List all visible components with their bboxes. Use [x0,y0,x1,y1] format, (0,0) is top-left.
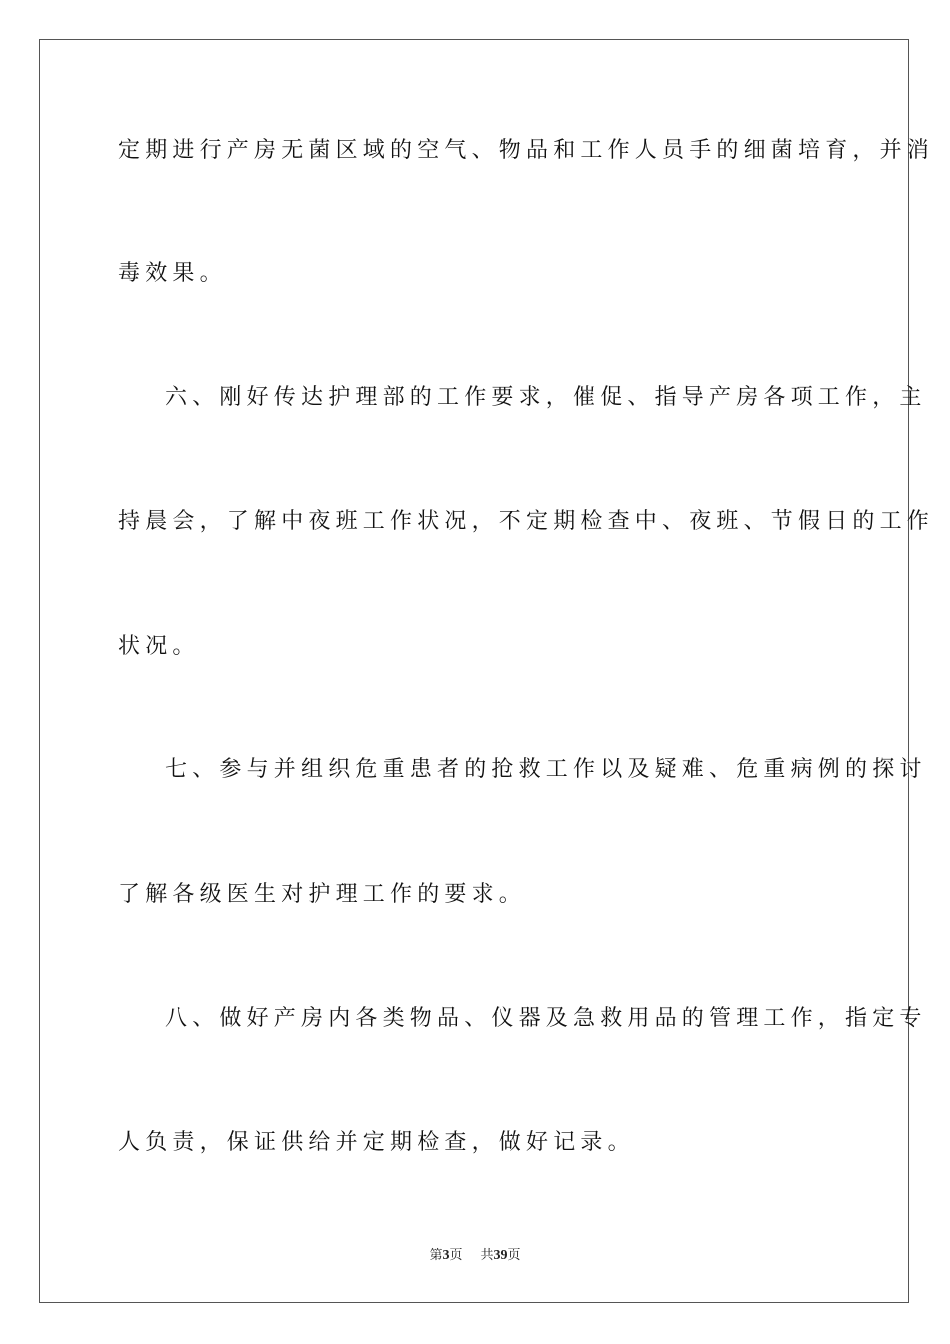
body-line-7: 了解各级医生对护理工作的要求。 [118,882,527,907]
total-prefix: 共 [480,1248,494,1263]
body-line-2: 毒效果。 [118,261,227,286]
body-line-8: 八、做好产房内各类物品、仪器及急救用品的管理工作，指定专 [165,1006,927,1031]
body-line-9: 人负责，保证供给并定期检查，做好记录。 [118,1130,635,1155]
body-line-1: 定期进行产房无菌区域的空气、物品和工作人员手的细菌培育，并消 [118,138,935,163]
body-line-5: 状况。 [118,634,200,659]
page-footer [0,1247,950,1265]
page-suffix: 页 [449,1248,463,1263]
page-prefix: 第 [429,1248,443,1263]
body-line-4: 持晨会，了解中夜班工作状况，不定期检查中、夜班、节假日的工作 [118,509,935,534]
body-line-3: 六、刚好传达护理部的工作要求，催促、指导产房各项工作，主 [165,385,927,410]
total-pages: 39 [493,1248,508,1263]
page-number: 3 [442,1248,450,1263]
total-suffix: 页 [507,1248,521,1263]
page-border [39,39,935,1303]
body-line-6: 七、参与并组织危重患者的抢救工作以及疑难、危重病例的探讨 [165,757,927,782]
